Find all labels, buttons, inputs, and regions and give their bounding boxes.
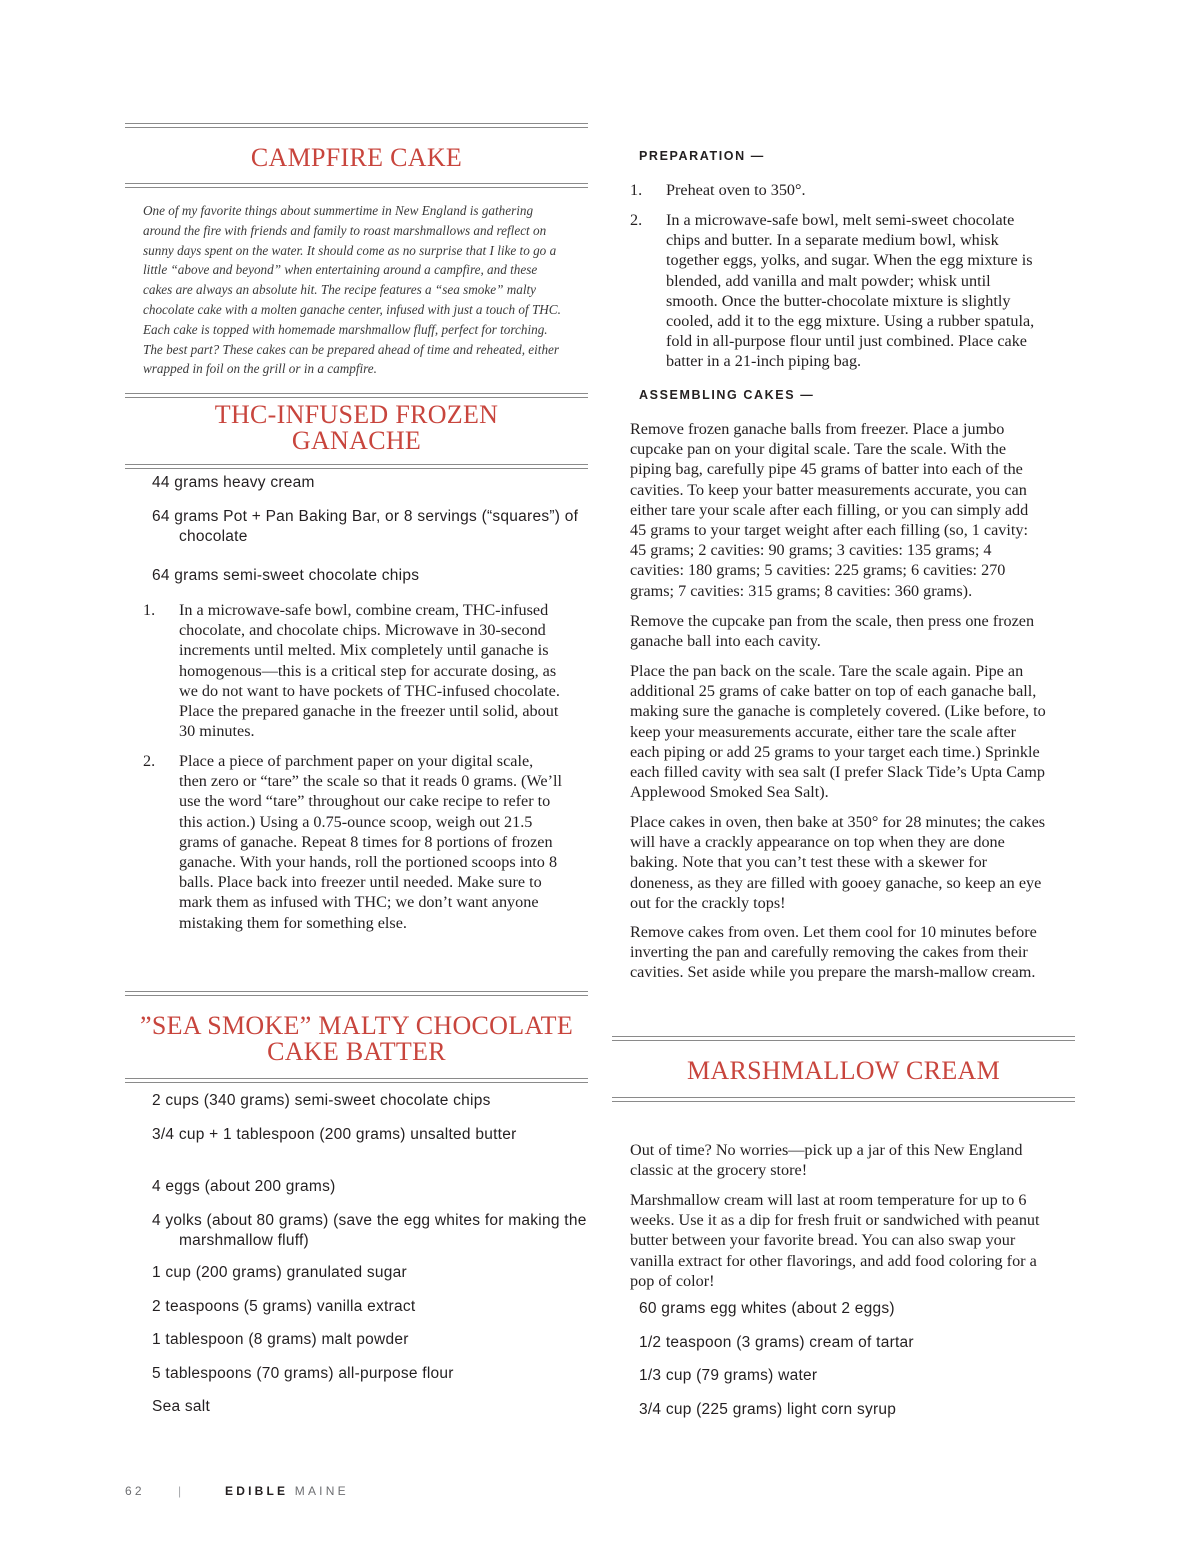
assembling-paragraph: Place the pan back on the scale. Tare the scale again. Pipe an additional 25 grams of cake batter on top of each ganache ball, making sure the ganache is completely covered. (Like before, to keep your measurements accurate, either tare the scale after each piping or add 25 grams to your target each time.) Sprinkle each filled cavity with sea salt (I prefer Slack Tide’s Upta Camp Applewood Smoked Sea Salt). [630, 662, 1046, 802]
ingredient-item: 64 grams Pot + Pan Baking Bar, or 8 servings (“squares”) of chocolate [152, 508, 579, 545]
section-title-marshmallow: MARSHMALLOW CREAM [686, 1056, 1001, 1085]
ingredient-item: Sea salt [152, 1398, 211, 1415]
section-title-line: CAKE BATTER [267, 1037, 446, 1066]
intro-paragraph: One of my favorite things about summertime in New England is gathering around the fire with friends and family to roast marshmallows and reflect on sunny days spent on the water. It should come as no surprise that I like to go a little “above and beyond” when entertaining around a campfire, and these cakes are always an absolute hit. The recipe features a “sea smoke” malty chocolate cake with a molten ganache center, infused with just a touch of THC. Each cake is topped with homemade marshmallow fluff, perfect for torching. The best part? These cakes can be prepared ahead of time and reheated, either wrapped in foil on the grill or in a campfire. [143, 203, 561, 377]
step-text: In a microwave-safe bowl, combine cream, THC-infused chocolate, and chocolate chips. Microwave in 30-second increments until melted. Mix completely until ganache is homogenous—this is a critical step for accurate dosing, as we do not want to have pockets of THC-infused chocolate. Place the prepared ganache in the freezer until solid, about 30 minutes. [179, 601, 560, 741]
ingredient-item: 1 tablespoon (8 grams) malt powder [152, 1331, 409, 1348]
brand-name-light: MAINE [294, 1484, 349, 1498]
footer-separator: | [178, 1484, 185, 1498]
ingredient-item: 2 cups (340 grams) semi-sweet chocolate chips [152, 1092, 491, 1109]
divider-rule [125, 991, 588, 996]
assembling-paragraph: Place cakes in oven, then bake at 350° for 28 minutes; the cakes will have a crackly appearance on top when they are done baking. Note that you can’t test these with a skewer for doneness, as they are filled with gooey ganache, so keep an eye out for the crackly tops! [630, 813, 1046, 912]
ingredient-item: 1 cup (200 grams) granulated sugar [152, 1264, 407, 1281]
ingredient-item: 60 grams egg whites (about 2 eggs) [639, 1300, 895, 1317]
divider-rule [125, 123, 588, 128]
step-number: 2. [143, 752, 156, 770]
step-number: 2. [630, 211, 643, 229]
step-number: 1. [143, 601, 156, 619]
assembling-paragraph: Remove cakes from oven. Let them cool for 10 minutes before inverting the pan and carefully removing the cakes from their cavities. Set aside while you prepare the marsh-mallow cream. [630, 923, 1037, 982]
footer-brand [225, 1484, 349, 1498]
section-title-line: ”SEA SMOKE” MALTY CHOCOLATE [139, 1011, 573, 1040]
step-number: 1. [630, 181, 643, 199]
ingredient-item: 5 tablespoons (70 grams) all-purpose flour [152, 1365, 454, 1382]
divider-rule [612, 1036, 1075, 1041]
ingredient-item: 3/4 cup (225 grams) light corn syrup [639, 1401, 897, 1418]
ingredient-item: 2 teaspoons (5 grams) vanilla extract [152, 1298, 416, 1315]
assembling-paragraph: Remove the cupcake pan from the scale, then press one frozen ganache ball into each cavity. [630, 612, 1035, 651]
ingredient-item: 3/4 cup + 1 tablespoon (200 grams) unsalted butter [152, 1126, 517, 1143]
ingredient-item: 1/3 cup (79 grams) water [639, 1367, 818, 1384]
section-title-line: GANACHE [291, 426, 422, 455]
ingredient-item: 1/2 teaspoon (3 grams) cream of tartar [639, 1334, 914, 1351]
ganache-step [143, 751, 563, 933]
brand-name-bold: EDIBLE [225, 1484, 289, 1498]
assembling-paragraph: Remove frozen ganache balls from freezer. Place a jumbo cupcake pan on your digital scale. Tare the scale. With the piping bag, carefully pipe 45 grams of batter into each of the cavities. To keep your batter measurements accurate, you can either tare your scale after each filling, or you can simply add 45 grams to your target weight after each filling (so, 1 cavity: 45 grams; 2 cavities: 90 grams; 3 cavities: 135 grams; 4 cavities: 180 grams; 5 cavities: 225 grams; 6 cavities: 270 grams; 7 cavities: 315 grams; 8 cavities: 360 grams). [630, 420, 1029, 600]
step-text: Place a piece of parchment paper on your digital scale, then zero or “tare” the scale so that it reads 0 grams. (We’ll use the word “tare” throughout our cake recipe to refer to this action.) Using a 0.75-ounce scoop, weigh out 21.5 grams of ganache. Repeat 8 times for 8 portions of frozen ganache. With your hands, roll the portioned scoops into 8 balls. Place back into freezer until needed. Make sure to mark them as infused with THC; we don’t want anyone mistaking them for something else. [179, 752, 562, 932]
section-title-line: THC-INFUSED FROZEN [214, 400, 499, 429]
ingredient-item: 64 grams semi-sweet chocolate chips [152, 567, 420, 584]
section-title-campfire-cake: CAMPFIRE CAKE [250, 143, 463, 172]
subheading-preparation: PREPARATION — [639, 149, 765, 163]
ingredient-item: 4 eggs (about 200 grams) [152, 1178, 336, 1195]
ingredient-item: 44 grams heavy cream [152, 474, 315, 491]
step-text: In a microwave-safe bowl, melt semi-sweet chocolate chips and butter. In a separate medium bowl, whisk together eggs, yolks, and sugar. When the egg mixture is blended, add vanilla and malt powder; whisk until smooth. Once the butter-chocolate mixture is slightly cooled, add it to the egg mixture. Using a rubber spatula, fold in all-purpose flour until just combined. Place cake batter in a 21-inch piping bag. [666, 211, 1035, 371]
section-title-batter [125, 1013, 588, 1065]
marshmallow-paragraph: Out of time? No worries—pick up a jar of this New England classic at the grocery store! [630, 1141, 1023, 1180]
ingredient-item: 4 yolks (about 80 grams) (save the egg whites for making the marshmallow fluff) [152, 1212, 587, 1249]
page-number: 62 [125, 1484, 145, 1498]
ganache-step [143, 600, 563, 741]
section-title-ganache [125, 402, 588, 454]
step-text: Preheat oven to 350°. [666, 181, 806, 199]
divider-rule [612, 1097, 1075, 1102]
marshmallow-paragraph: Marshmallow cream will last at room temperature for up to 6 weeks. Use it as a dip for fresh fruit or sandwiched with peanut butter between your favorite bread. You can also swap your vanilla extract for other flavorings, and add food coloring for a pop of color! [630, 1191, 1040, 1290]
divider-rule [125, 393, 588, 398]
divider-rule [125, 1078, 588, 1083]
preparation-step [630, 210, 1044, 372]
preparation-step [630, 180, 1044, 200]
divider-rule [125, 183, 588, 188]
divider-rule [125, 464, 588, 469]
subheading-assembling: ASSEMBLING CAKES — [639, 388, 815, 402]
